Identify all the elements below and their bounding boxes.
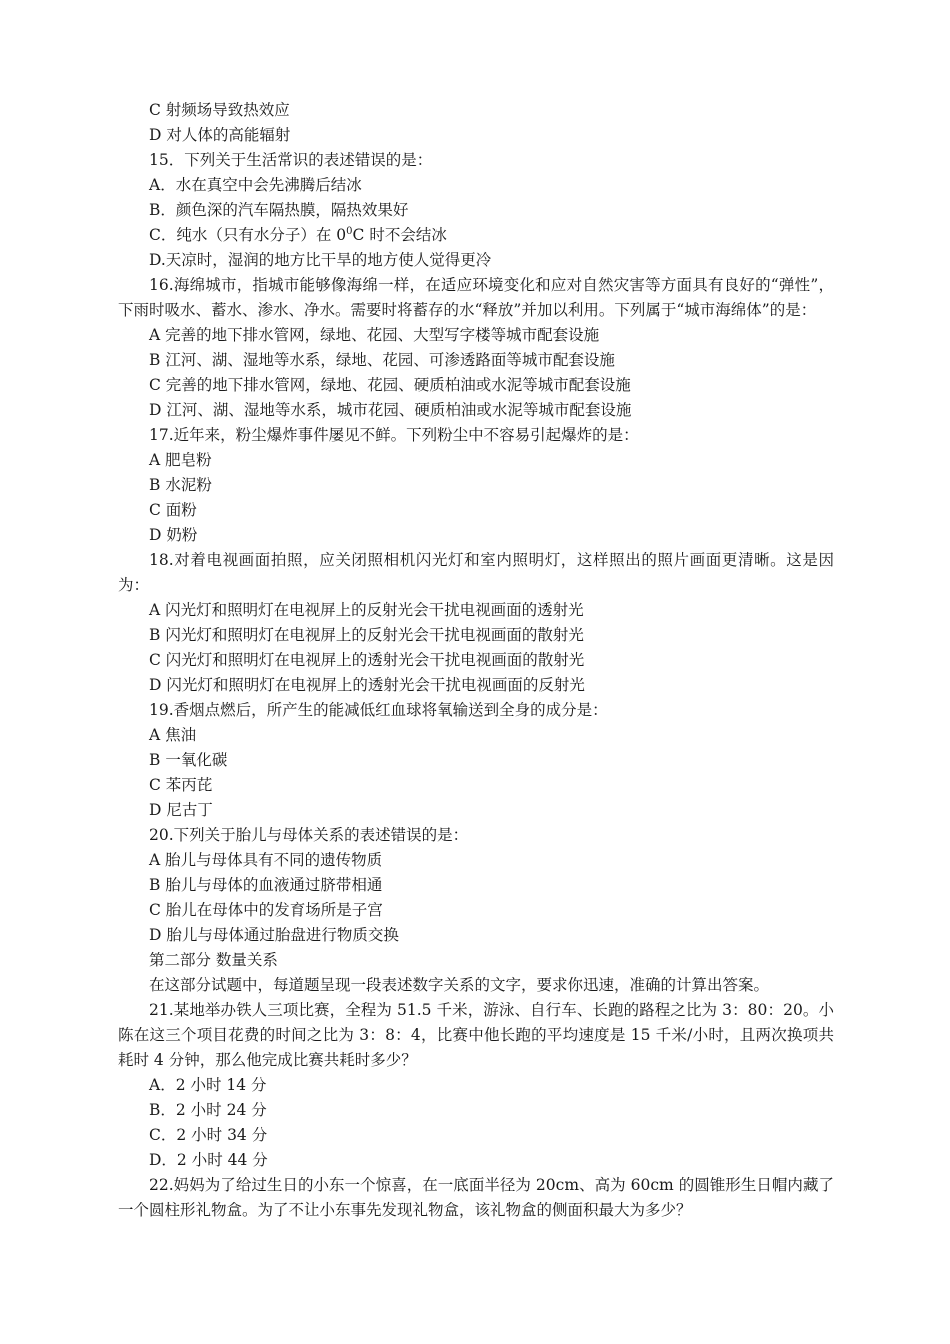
q21-option-c: C．2 小时 34 分 bbox=[149, 1126, 268, 1144]
q16-stem: 16.海绵城市，指城市能够像海绵一样，在适应环境变化和应对自然灾害等方面具有良好的“弹性”，下雨时吸水、蓄水、渗水、净水。需要时将蓄存的水“释放”并加以利用。下列属于“城市海绵体”的是： bbox=[118, 276, 834, 319]
q21-option-d: D．2 小时 44 分 bbox=[149, 1151, 268, 1169]
q21-option-a: A．2 小时 14 分 bbox=[149, 1076, 267, 1094]
q15-option-c bbox=[118, 223, 834, 248]
section-intro: 在这部分试题中，每道题呈现一段表述数字关系的文字，要求你迅速，准确的计算出答案。 bbox=[149, 976, 770, 994]
q19-option-c: C 苯丙芘 bbox=[149, 776, 213, 794]
q19-option-d: D 尼古丁 bbox=[149, 801, 213, 819]
q16-option-d: D 江河、湖、湿地等水系，城市花园、硬质柏油或水泥等城市配套设施 bbox=[149, 401, 632, 419]
q16-option-a: A 完善的地下排水管网，绿地、花园、大型写字楼等城市配套设施 bbox=[149, 326, 600, 344]
q19-stem: 19.香烟点燃后，所产生的能减低红血球将氧输送到全身的成分是： bbox=[149, 701, 608, 719]
q18-option-a: A 闪光灯和照明灯在电视屏上的反射光会干扰电视画面的透射光 bbox=[149, 601, 584, 619]
q19-option-b: B 一氧化碳 bbox=[149, 751, 228, 769]
degree-superscript: 0 bbox=[346, 225, 353, 237]
q15-option-d: D.天凉时，湿润的地方比干旱的地方使人觉得更冷 bbox=[149, 251, 492, 269]
q15-option-c-pre: C．纯水（只有水分子）在 0 bbox=[149, 226, 347, 244]
q22-stem: 22.妈妈为了给过生日的小东一个惊喜，在一底面半径为 20cm、高为 60cm 的圆锥形生日帽内藏了一个圆柱形礼物盒。为了不让小东事先发现礼物盒，该礼物盒的侧面积最大为多少？ bbox=[118, 1176, 834, 1219]
q16-option-c: C 完善的地下排水管网，绿地、花园、硬质柏油或水泥等城市配套设施 bbox=[149, 376, 631, 394]
q20-option-b: B 胎儿与母体的血液通过脐带相通 bbox=[149, 876, 383, 894]
q15-stem: 15．下列关于生活常识的表述错误的是： bbox=[149, 151, 433, 169]
q15-option-c-post: C 时不会结冰 bbox=[352, 226, 447, 244]
q17-stem: 17.近年来，粉尘爆炸事件屡见不鲜。下列粉尘中不容易引起爆炸的是： bbox=[149, 426, 639, 444]
section-title: 第二部分 数量关系 bbox=[149, 951, 278, 969]
q14-option-d: D 对人体的高能辐射 bbox=[149, 126, 291, 144]
q21-option-b: B．2 小时 24 分 bbox=[149, 1101, 267, 1119]
q15-option-a: A．水在真空中会先沸腾后结冰 bbox=[149, 176, 362, 194]
q18-option-d: D 闪光灯和照明灯在电视屏上的透射光会干扰电视画面的反射光 bbox=[149, 676, 585, 694]
q16-option-b: B 江河、湖、湿地等水系，绿地、花园、可渗透路面等城市配套设施 bbox=[149, 351, 615, 369]
q20-option-d: D 胎儿与母体通过胎盘进行物质交换 bbox=[149, 926, 399, 944]
q18-option-c: C 闪光灯和照明灯在电视屏上的透射光会干扰电视画面的散射光 bbox=[149, 651, 585, 669]
q20-option-a: A 胎儿与母体具有不同的遗传物质 bbox=[149, 851, 383, 869]
question-list bbox=[118, 98, 834, 1223]
q18-stem: 18.对着电视画面拍照，应关闭照相机闪光灯和室内照明灯，这样照出的照片画面更清晰。这是因为： bbox=[118, 551, 834, 594]
q20-stem: 20.下列关于胎儿与母体关系的表述错误的是： bbox=[149, 826, 469, 844]
q14-option-c: C 射频场导致热效应 bbox=[149, 101, 290, 119]
q15-option-b: B．颜色深的汽车隔热膜，隔热效果好 bbox=[149, 201, 409, 219]
q19-option-a: A 焦油 bbox=[149, 726, 197, 744]
q17-option-d: D 奶粉 bbox=[149, 526, 198, 544]
q17-option-c: C 面粉 bbox=[149, 501, 197, 519]
q17-option-b: B 水泥粉 bbox=[149, 476, 212, 494]
q17-option-a: A 肥皂粉 bbox=[149, 451, 212, 469]
q21-stem: 21.某地举办铁人三项比赛，全程为 51.5 千米，游泳、自行车、长跑的路程之比为 3：80：20。小陈在这三个项目花费的时间之比为 3：8：4，比赛中他长跑的平均速度是 15 千米/小时，且两次换项共耗时 4 分钟，那么他完成比赛共耗时多少？ bbox=[118, 1001, 834, 1069]
q18-option-b: B 闪光灯和照明灯在电视屏上的反射光会干扰电视画面的散射光 bbox=[149, 626, 584, 644]
q20-option-c: C 胎儿在母体中的发育场所是子宫 bbox=[149, 901, 383, 919]
